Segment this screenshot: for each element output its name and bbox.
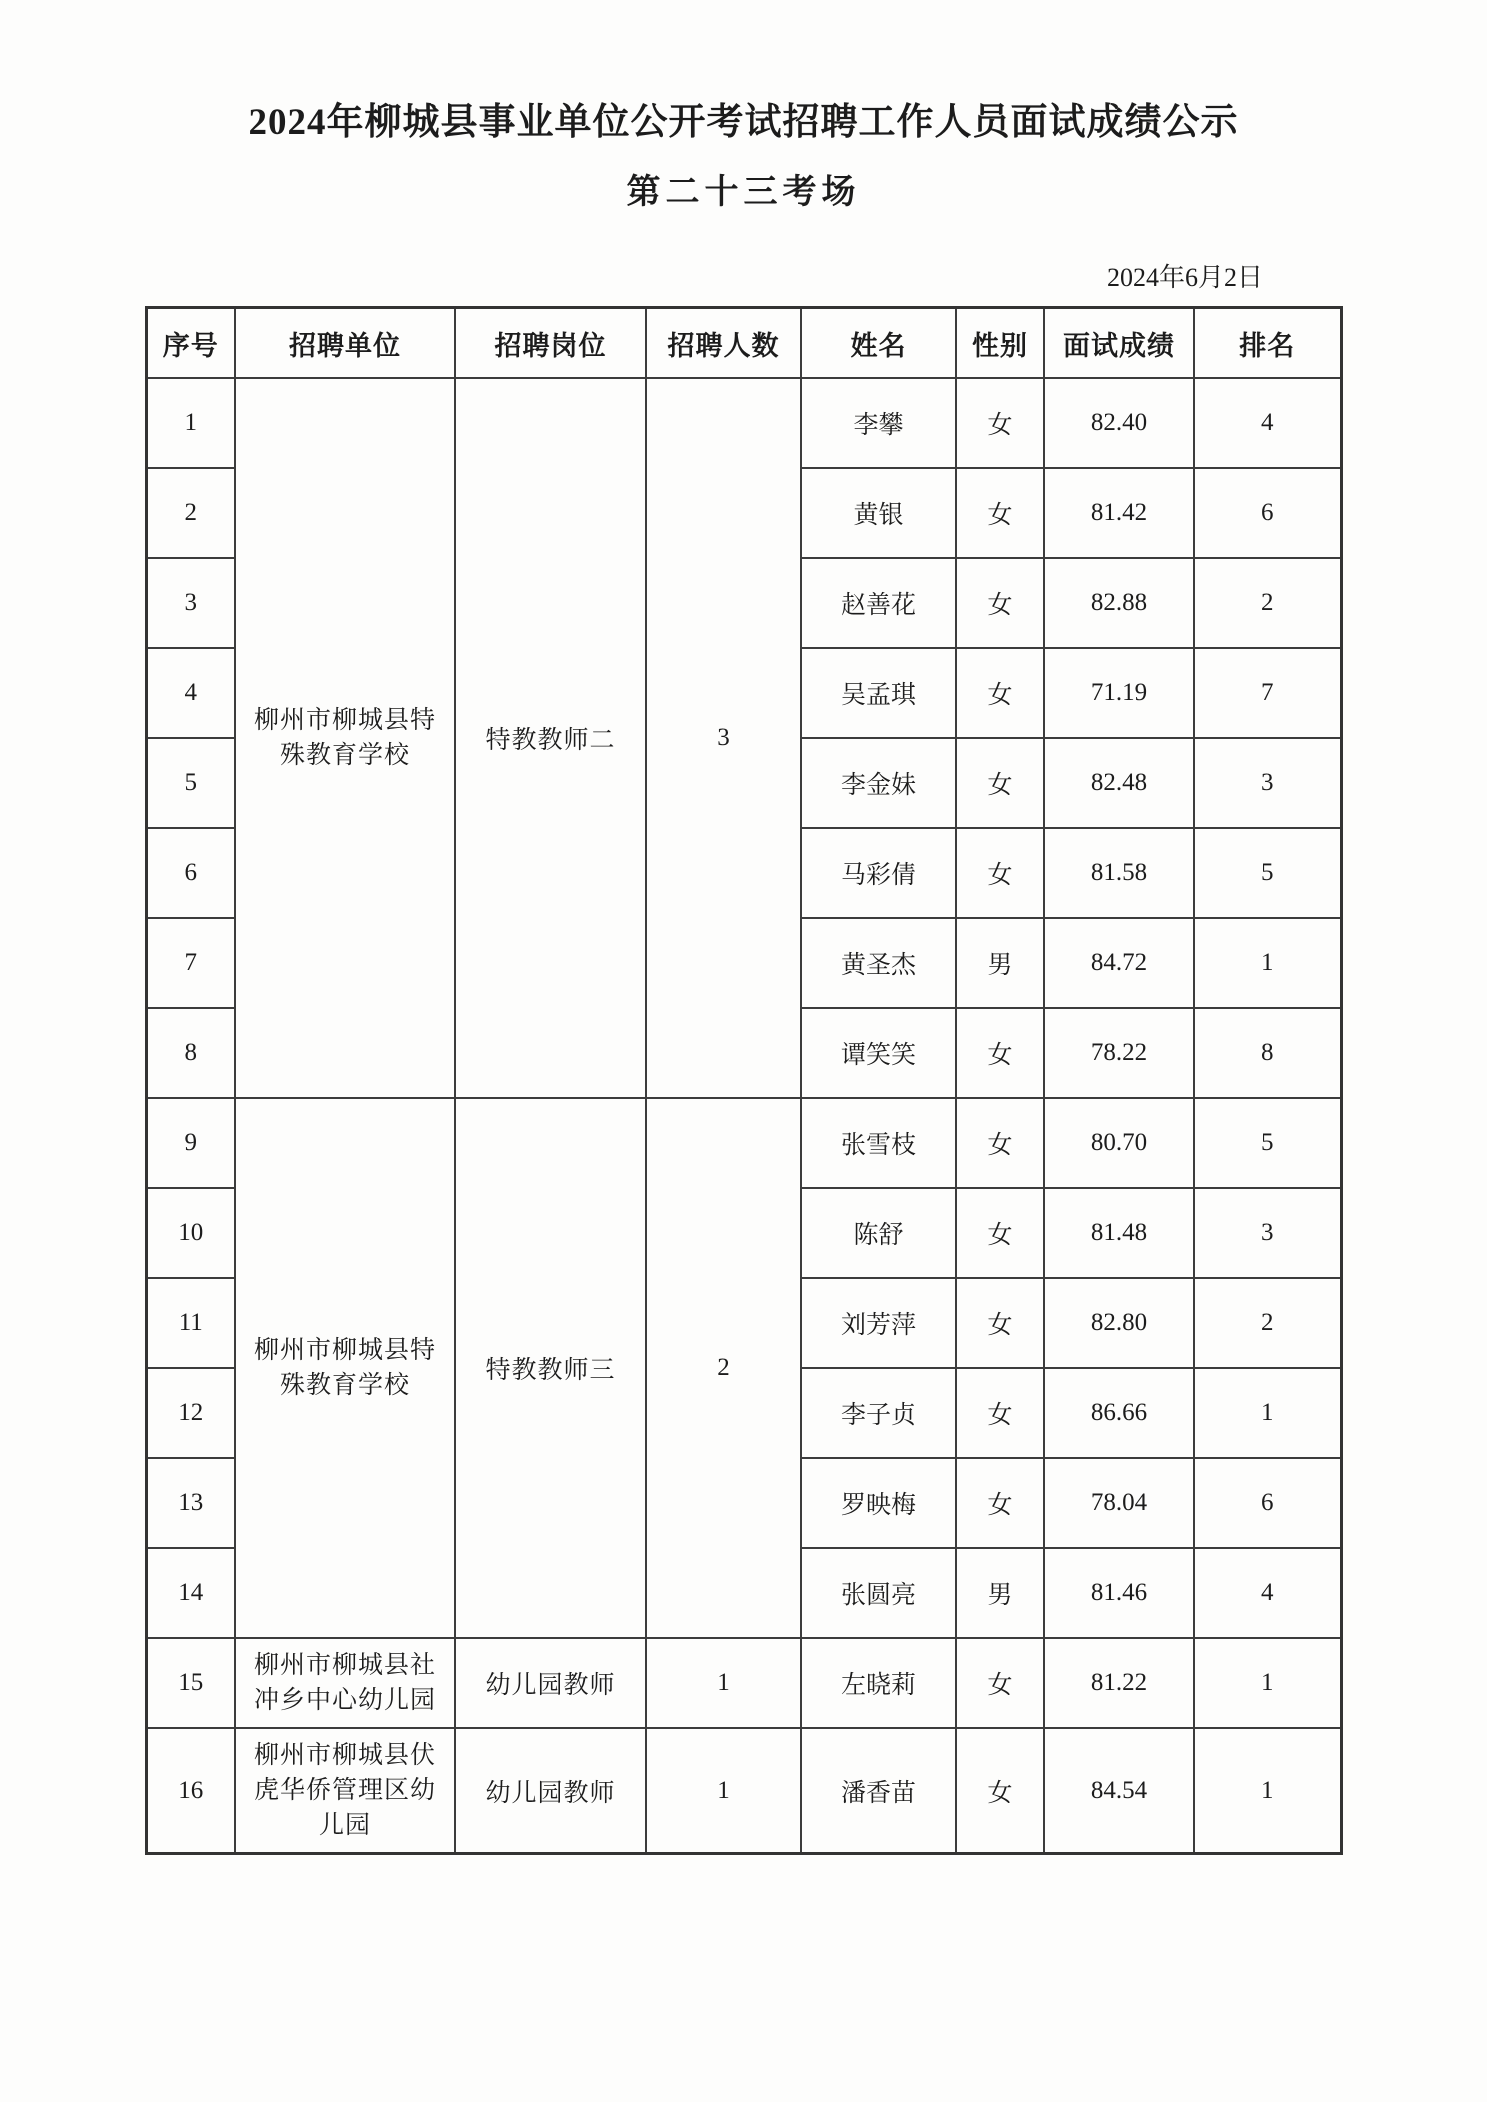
table-row bbox=[146, 1638, 1341, 1728]
cell-rank: 8 bbox=[1194, 1008, 1341, 1098]
cell-interview-score: 82.80 bbox=[1044, 1278, 1194, 1368]
cell-interview-score: 81.58 bbox=[1044, 828, 1194, 918]
cell-recruiting-unit: 柳州市柳城县特殊教育学校 bbox=[235, 1098, 455, 1638]
cell-interview-score: 86.66 bbox=[1044, 1368, 1194, 1458]
cell-rank: 4 bbox=[1194, 378, 1341, 468]
cell-position: 幼儿园教师 bbox=[455, 1728, 646, 1854]
cell-rank: 7 bbox=[1194, 648, 1341, 738]
cell-name: 刘芳萍 bbox=[801, 1278, 956, 1368]
cell-serial-number: 6 bbox=[146, 828, 235, 918]
cell-position: 特教教师二 bbox=[455, 378, 646, 1098]
cell-headcount: 2 bbox=[646, 1098, 801, 1638]
cell-name: 赵善花 bbox=[801, 558, 956, 648]
header-serial-number: 序号 bbox=[146, 308, 235, 378]
cell-name: 李子贞 bbox=[801, 1368, 956, 1458]
cell-rank: 5 bbox=[1194, 1098, 1341, 1188]
cell-interview-score: 81.48 bbox=[1044, 1188, 1194, 1278]
cell-interview-score: 81.42 bbox=[1044, 468, 1194, 558]
cell-gender: 女 bbox=[956, 1188, 1044, 1278]
cell-rank: 1 bbox=[1194, 1368, 1341, 1458]
cell-rank: 5 bbox=[1194, 828, 1341, 918]
cell-interview-score: 78.22 bbox=[1044, 1008, 1194, 1098]
cell-headcount: 1 bbox=[646, 1728, 801, 1854]
cell-rank: 1 bbox=[1194, 1728, 1341, 1854]
cell-interview-score: 80.70 bbox=[1044, 1098, 1194, 1188]
cell-name: 黄银 bbox=[801, 468, 956, 558]
cell-name: 吴孟琪 bbox=[801, 648, 956, 738]
header-headcount: 招聘人数 bbox=[646, 308, 801, 378]
header-name: 姓名 bbox=[801, 308, 956, 378]
table-row bbox=[146, 1098, 1341, 1188]
cell-name: 张圆亮 bbox=[801, 1548, 956, 1638]
cell-gender: 女 bbox=[956, 1008, 1044, 1098]
cell-interview-score: 81.22 bbox=[1044, 1638, 1194, 1728]
cell-serial-number: 10 bbox=[146, 1188, 235, 1278]
cell-serial-number: 13 bbox=[146, 1458, 235, 1548]
cell-position: 幼儿园教师 bbox=[455, 1638, 646, 1728]
header-interview-score: 面试成绩 bbox=[1044, 308, 1194, 378]
header-recruiting-unit: 招聘单位 bbox=[235, 308, 455, 378]
cell-serial-number: 11 bbox=[146, 1278, 235, 1368]
table-row bbox=[146, 1728, 1341, 1854]
cell-interview-score: 78.04 bbox=[1044, 1458, 1194, 1548]
cell-gender: 女 bbox=[956, 378, 1044, 468]
cell-gender: 女 bbox=[956, 1458, 1044, 1548]
cell-rank: 6 bbox=[1194, 468, 1341, 558]
cell-gender: 女 bbox=[956, 648, 1044, 738]
cell-gender: 女 bbox=[956, 468, 1044, 558]
cell-rank: 4 bbox=[1194, 1548, 1341, 1638]
cell-gender: 女 bbox=[956, 738, 1044, 828]
cell-serial-number: 4 bbox=[146, 648, 235, 738]
cell-interview-score: 82.88 bbox=[1044, 558, 1194, 648]
cell-serial-number: 3 bbox=[146, 558, 235, 648]
cell-interview-score: 82.48 bbox=[1044, 738, 1194, 828]
cell-recruiting-unit: 柳州市柳城县伏虎华侨管理区幼儿园 bbox=[235, 1728, 455, 1854]
interview-score-table bbox=[145, 306, 1343, 1855]
cell-name: 马彩倩 bbox=[801, 828, 956, 918]
cell-serial-number: 5 bbox=[146, 738, 235, 828]
cell-rank: 2 bbox=[1194, 558, 1341, 648]
page-title: 2024年柳城县事业单位公开考试招聘工作人员面试成绩公示 bbox=[248, 102, 1239, 143]
cell-name: 左晓莉 bbox=[801, 1638, 956, 1728]
cell-gender: 女 bbox=[956, 1728, 1044, 1854]
cell-gender: 女 bbox=[956, 558, 1044, 648]
cell-gender: 女 bbox=[956, 1278, 1044, 1368]
cell-interview-score: 84.54 bbox=[1044, 1728, 1194, 1854]
cell-serial-number: 9 bbox=[146, 1098, 235, 1188]
cell-serial-number: 14 bbox=[146, 1548, 235, 1638]
cell-serial-number: 2 bbox=[146, 468, 235, 558]
cell-name: 潘香苗 bbox=[801, 1728, 956, 1854]
cell-name: 陈舒 bbox=[801, 1188, 956, 1278]
cell-gender: 女 bbox=[956, 1098, 1044, 1188]
cell-gender: 男 bbox=[956, 918, 1044, 1008]
cell-rank: 6 bbox=[1194, 1458, 1341, 1548]
cell-interview-score: 84.72 bbox=[1044, 918, 1194, 1008]
cell-serial-number: 12 bbox=[146, 1368, 235, 1458]
cell-headcount: 3 bbox=[646, 378, 801, 1098]
cell-name: 李金妹 bbox=[801, 738, 956, 828]
cell-interview-score: 81.46 bbox=[1044, 1548, 1194, 1638]
cell-serial-number: 7 bbox=[146, 918, 235, 1008]
cell-interview-score: 82.40 bbox=[1044, 378, 1194, 468]
header-position: 招聘岗位 bbox=[455, 308, 646, 378]
exam-room-subtitle: 第二十三考场 bbox=[626, 174, 861, 212]
cell-gender: 男 bbox=[956, 1548, 1044, 1638]
cell-name: 张雪枝 bbox=[801, 1098, 956, 1188]
cell-recruiting-unit: 柳州市柳城县特殊教育学校 bbox=[235, 378, 455, 1098]
cell-name: 李攀 bbox=[801, 378, 956, 468]
cell-headcount: 1 bbox=[646, 1638, 801, 1728]
cell-name: 谭笑笑 bbox=[801, 1008, 956, 1098]
cell-serial-number: 15 bbox=[146, 1638, 235, 1728]
cell-serial-number: 1 bbox=[146, 378, 235, 468]
cell-rank: 2 bbox=[1194, 1278, 1341, 1368]
cell-serial-number: 8 bbox=[146, 1008, 235, 1098]
table-row bbox=[146, 378, 1341, 468]
cell-name: 罗映梅 bbox=[801, 1458, 956, 1548]
header-gender: 性别 bbox=[956, 308, 1044, 378]
cell-gender: 女 bbox=[956, 1638, 1044, 1728]
header-rank: 排名 bbox=[1194, 308, 1341, 378]
table-header-row bbox=[146, 308, 1341, 378]
cell-name: 黄圣杰 bbox=[801, 918, 956, 1008]
cell-rank: 1 bbox=[1194, 1638, 1341, 1728]
cell-gender: 女 bbox=[956, 1368, 1044, 1458]
cell-position: 特教教师三 bbox=[455, 1098, 646, 1638]
cell-interview-score: 71.19 bbox=[1044, 648, 1194, 738]
cell-rank: 3 bbox=[1194, 1188, 1341, 1278]
cell-rank: 1 bbox=[1194, 918, 1341, 1008]
cell-recruiting-unit: 柳州市柳城县社冲乡中心幼儿园 bbox=[235, 1638, 455, 1728]
cell-gender: 女 bbox=[956, 828, 1044, 918]
announcement-date: 2024年6月2日 bbox=[1106, 263, 1263, 293]
cell-rank: 3 bbox=[1194, 738, 1341, 828]
cell-serial-number: 16 bbox=[146, 1728, 235, 1854]
